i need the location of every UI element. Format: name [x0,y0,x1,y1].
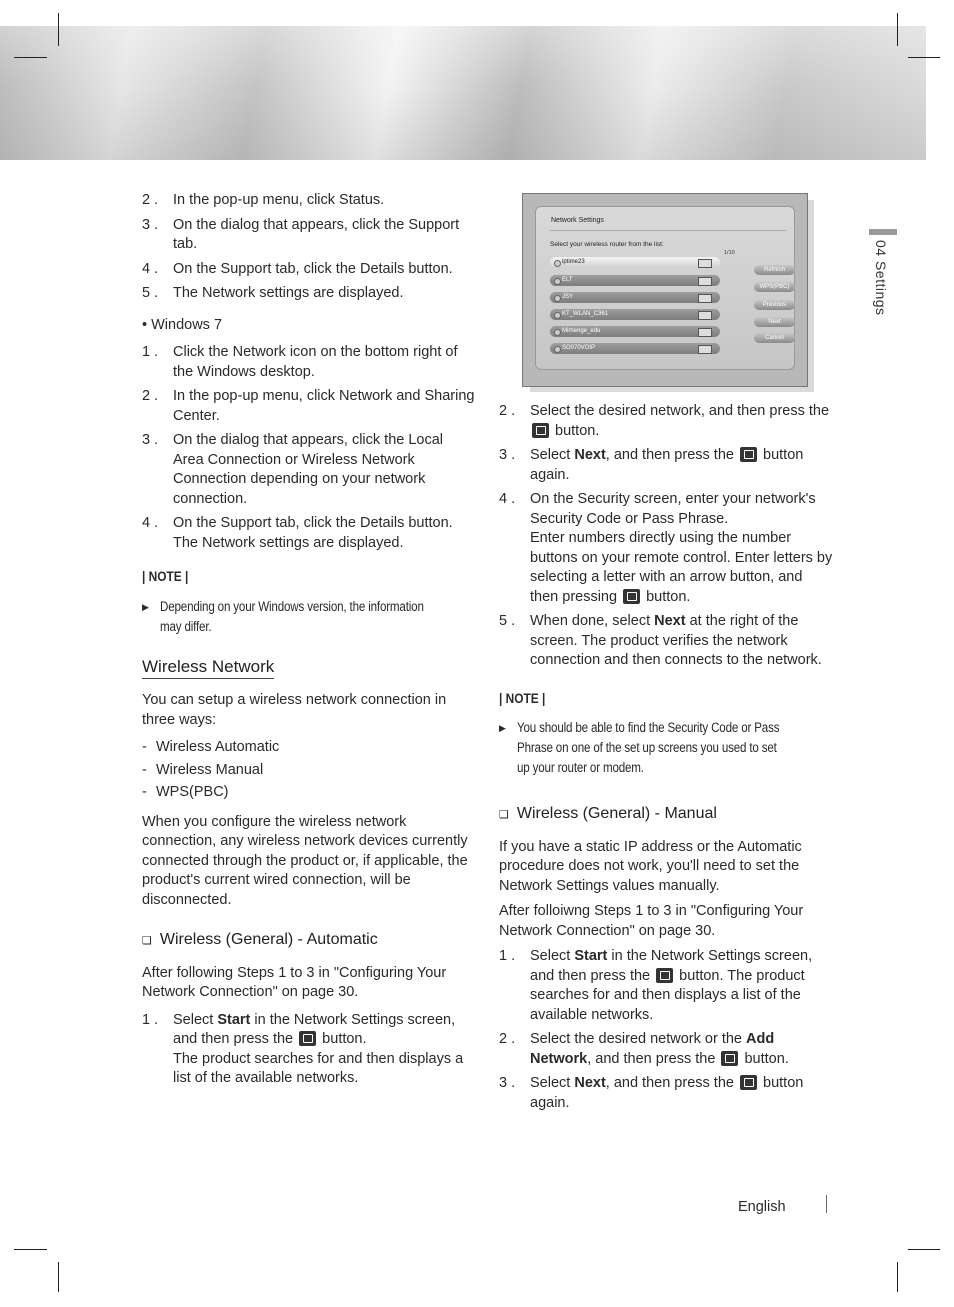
list-item [142,514,476,553]
wireless-warning: When you configure the wireless network connection, any wireless network devices currently connected through the product or, if applicable, the product's current wired connection, will be disconnected. [142,813,468,908]
manual-p2: After folloiwng Steps 1 to 3 in "Configuring Your Network Connection" on page 30. [499,903,804,939]
manual-title-text: Wireless (General) - Manual [516,805,717,822]
list-item: 5 . When done, select Next at the right of the screen. The product verifies the network connection and then connects to the network. [499,613,822,668]
radio-icon [554,278,561,285]
list-item: 2 . Select the desired network, and then press the button. [499,403,830,439]
network-item[interactable]: iptime23 [550,257,720,268]
list-item: - Wireless Automatic [142,738,476,758]
step-number: 3 . [142,432,159,448]
signal-icon [698,294,712,303]
way-text: Wireless Automatic [156,739,280,755]
step-text: On the dialog that appears, click the Support tab. [173,216,460,252]
note-item [142,597,476,637]
right-column [499,402,833,1118]
step-number: 3 . [142,216,159,233]
list-item [142,1011,476,1089]
list-item [142,284,476,304]
crop-mark [897,13,898,46]
network-item[interactable]: SO070VOIP [550,343,720,354]
list-item [142,191,476,211]
step-text: On the Support tab, click the Details button. [173,260,453,277]
note-text: You should be able to find the Security Code or Pass Phrase on one of the set up screens you used to set up your router or modem. [517,720,780,775]
triangle-right-icon: ▶ [142,601,149,612]
signal-icon [698,311,712,320]
step-text: On the dialog that appears, click the Local Area Connection or Wireless Network Connection depending on your network connection. [173,432,444,507]
list-item: 4 . On the Security screen, enter your network's Security Code or Pass Phrase. Enter numbers directly using the number buttons on your remote control. Enter letters by selecting a letter with an arrow button, and then pressing button. [499,491,833,605]
list-item [142,260,476,280]
signal-icon [698,328,712,337]
auto-title-text: Wireless (General) - Automatic [159,931,378,948]
note-label: | NOTE | [499,689,546,706]
manual-title [499,804,833,826]
step-text: Click the Network icon on the bottom right of the Windows desktop. [173,344,458,380]
footer-divider [826,1195,827,1213]
crop-mark [908,57,940,58]
way-text: WPS(PBC) [156,784,229,800]
crop-mark [58,13,59,46]
refresh-button[interactable]: Refresh [754,265,795,275]
left-column [142,191,476,1094]
auto-title [142,930,476,952]
network-item[interactable]: Mirhenge_edu [550,326,720,337]
checkbox-square-icon: ❏ [142,935,152,947]
screenshot-panel [535,206,795,370]
step-number: 1 . [142,344,159,360]
enter-button-icon [623,589,640,604]
crop-mark [14,57,47,58]
cancel-button[interactable]: Cancel [754,333,795,343]
radio-icon [554,260,561,267]
list-item [142,216,476,255]
list-item [142,431,476,509]
note-text: Depending on your Windows version, the information may differ. [160,598,424,634]
list-item: 2 . Select the desired network or the Add Network, and then press the button. [499,1031,789,1067]
auto-intro: After following Steps 1 to 3 in "Configuring Your Network Connection" on page 30. [142,964,447,1000]
step-text: In the pop-up menu, click Status. [173,192,385,208]
ways-list [142,738,476,803]
crop-mark [14,1249,47,1250]
enter-button-icon [740,447,757,462]
enter-button-icon [532,423,549,438]
steps-list-a [142,191,476,304]
step-text: On the Support tab, click the Details button. The Network settings are displayed. [173,515,453,551]
step-text: In the pop-up menu, click Network and Sharing Center. [173,388,475,424]
step-number: 2 . [142,388,159,404]
step-number: 2 . [142,192,159,208]
previous-button[interactable]: Previous [754,300,795,310]
header-banner [0,26,926,160]
wireless-network-title: Wireless Network [142,657,274,680]
page-indicator: 1/10 [724,250,735,256]
signal-icon [698,345,712,354]
signal-icon [698,259,712,268]
crop-mark [58,1262,59,1292]
list-item: - Wireless Manual [142,761,476,781]
enter-button-icon [740,1075,757,1090]
note-item [499,718,833,778]
wps-pbc-button[interactable]: WPS(PBC) [754,282,795,292]
crop-mark [897,1262,898,1292]
radio-icon [554,295,561,302]
side-tab-label: 04 Settings [873,240,889,316]
step-number: 4 . [142,515,159,531]
radio-icon [554,312,561,319]
windows7-bullet: • Windows 7 [142,316,223,333]
screenshot-prompt: Select your wireless router from the list: [550,241,664,248]
signal-icon [698,277,712,286]
enter-button-icon [721,1051,738,1066]
triangle-right-icon: ▶ [499,723,506,733]
network-item[interactable]: JSY [550,292,720,303]
network-item[interactable]: KT_WLAN_C361 [550,309,720,320]
step-text: The Network settings are displayed. [173,285,404,301]
radio-icon [554,346,561,353]
note-label: | NOTE | [142,568,189,584]
list-item: 1 . Select Start in the Network Settings screen, and then press the button. The product searches for and then displays a list of the available networks. [499,948,813,1023]
list-item: - WPS(PBC) [142,783,476,803]
wireless-intro: You can setup a wireless network connection in three ways: [142,692,447,728]
manual-p1: If you have a static IP address or the Automatic procedure does not work, you'll need to set the Network Settings values manually. [499,838,802,894]
enter-button-icon [299,1031,316,1046]
radio-icon [554,329,561,336]
step-number: 4 . [142,260,159,277]
list-item: 3 . Select Next, and then press the button again. [499,1075,804,1111]
step-number: 5 . [142,285,159,301]
checkbox-square-icon: ❏ [499,809,509,821]
list-item [142,343,476,382]
step-text: Select Start in the Network Settings screen, and then press the button. The product searches for and then displays a list of the available networks. [173,1011,464,1086]
divider [550,230,786,231]
steps-list-b [142,343,476,553]
side-tab-bar [869,229,897,235]
next-button[interactable]: Next [754,317,795,327]
list-item: 3 . Select Next, and then press the button again. [499,447,804,483]
list-item [142,387,476,426]
network-item[interactable]: ELT [550,275,720,286]
network-settings-screenshot [522,193,808,387]
enter-button-icon [656,968,673,983]
crop-mark [908,1249,940,1250]
footer-language: English [738,1199,786,1215]
screenshot-title: Network Settings [551,217,604,224]
way-text: Wireless Manual [156,761,264,778]
step-number: 1 . [142,1011,159,1028]
